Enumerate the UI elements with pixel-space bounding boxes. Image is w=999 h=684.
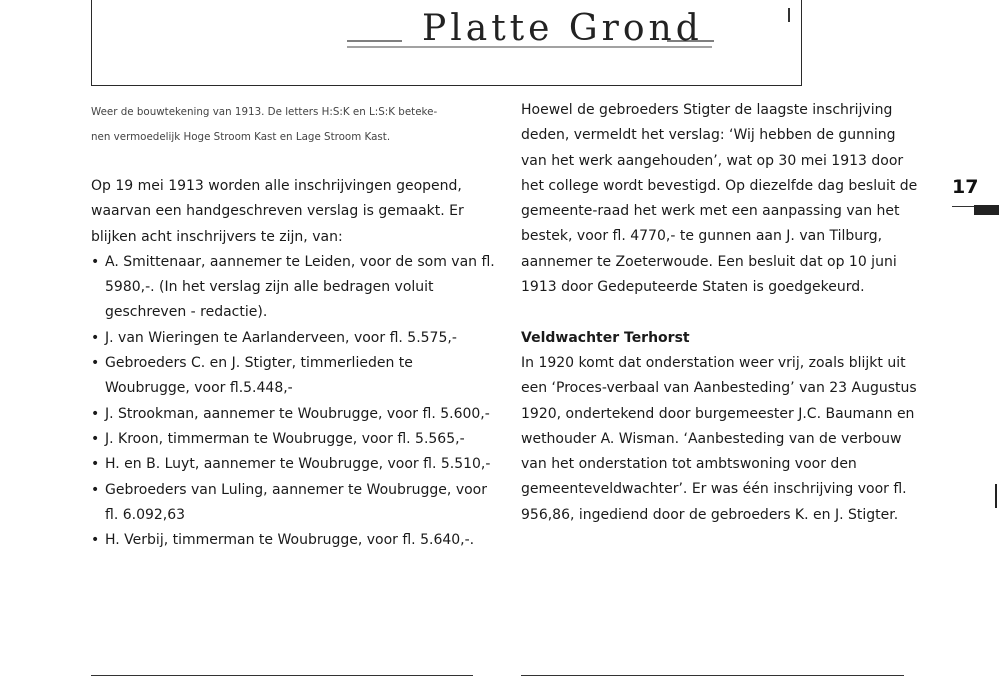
list-item: • H. Verbij, timmerman te Woubrugge, voor fl. 5.640,-. bbox=[91, 528, 501, 553]
list-item: • A. Smittenaar, aannemer te Leiden, voor de som van fl. 5980,-. (In het verslag zijn alle bedragen voluit geschreven - redactie). bbox=[91, 250, 501, 326]
page-tab-marker bbox=[974, 205, 999, 215]
intro-paragraph: Op 19 mei 1913 worden alle inschrijvingen geopend, waarvan een handgeschreven verslag is gemaakt. Er blijken acht inschrijvers te zijn, van: bbox=[91, 178, 464, 245]
right-column bbox=[521, 98, 921, 528]
figure-caption bbox=[91, 100, 481, 150]
body-paragraph-1: Hoewel de gebroeders Stigter de laagste inschrijving deden, vermeldt het verslag: ‘Wij hebben de gunning van het werk aangehouden’, wat op 30 mei 1913 door het college wordt bevestigd. Op diezelfde dag besluit de gemeente-raad het werk met een aanpassing van het bestek, voor fl. 4770,- te gunnen aan J. van Tilburg, aannemer te Zoeterwoude. Een besluit dat op 10 juni 1913 door Gedeputeerde Staten is goedgekeurd. bbox=[521, 102, 918, 296]
left-column bbox=[91, 174, 501, 553]
caption-line-1: Weer de bouwtekening van 1913. De letters H:S:K en L:S:K beteke- bbox=[91, 106, 438, 118]
list-item: • Gebroeders van Luling, aannemer te Woubrugge, voor fl. 6.092,63 bbox=[91, 478, 501, 529]
list-item: • J. Strookman, aannemer te Woubrugge, voor fl. 5.600,- bbox=[91, 402, 501, 427]
bidder-list bbox=[91, 250, 501, 554]
bottom-rule-right bbox=[521, 675, 904, 676]
edge-mark bbox=[995, 484, 997, 508]
body-paragraph-2: In 1920 komt dat onderstation weer vrij, zoals blijkt uit een ‘Proces-verbaal van Aanbesteding’ van 23 Augustus 1920, ondertekend door burgemeester J.C. Baumann en wethouder A. Wisman. ‘Aanbesteding van de verbouw van het onderstation tot ambtswoning voor den gemeenteveldwachter’. Er was één inschrijving voor fl. 956,86, ingediend door de gebroeders K. en J. Stigter. bbox=[521, 354, 917, 523]
list-item: • J. Kroon, timmerman te Woubrugge, voor fl. 5.565,- bbox=[91, 427, 501, 452]
list-item: • H. en B. Luyt, aannemer te Woubrugge, voor fl. 5.510,- bbox=[91, 452, 501, 477]
page-tab-line bbox=[952, 206, 974, 207]
bottom-rule-left bbox=[91, 675, 473, 676]
caption-line-2: nen vermoedelijk Hoge Stroom Kast en Lage Stroom Kast. bbox=[91, 131, 391, 143]
page-number: 17 bbox=[952, 176, 979, 198]
building-drawing bbox=[91, 0, 802, 86]
list-item: • Gebroeders C. en J. Stigter, timmerlieden te Woubrugge, voor fl.5.448,- bbox=[91, 351, 501, 402]
list-item: • J. van Wieringen te Aarlanderveen, voor fl. 5.575,- bbox=[91, 326, 501, 351]
section-heading: Veldwachter Terhorst bbox=[521, 329, 690, 346]
drawing-title: Platte Grond bbox=[422, 8, 703, 49]
drawing-lines bbox=[92, 0, 803, 86]
